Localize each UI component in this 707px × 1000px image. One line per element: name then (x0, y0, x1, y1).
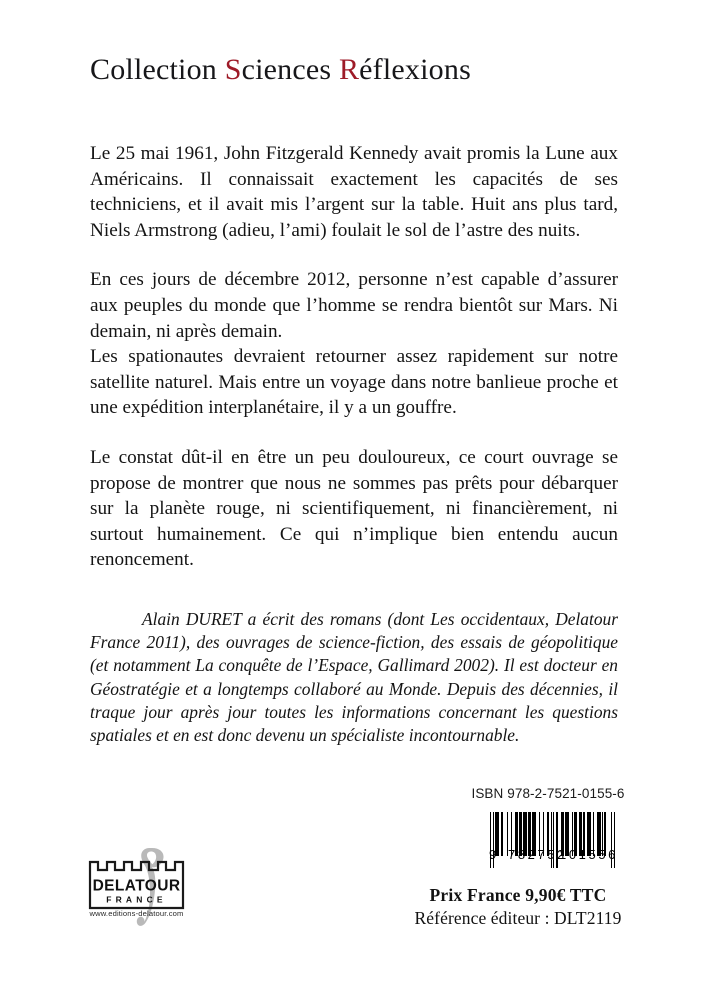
publisher-logo (82, 846, 204, 928)
publisher-reference: Référence éditeur : DLT2119 (414, 908, 622, 928)
logo-country: FRANCE (106, 894, 167, 905)
logo-website: www.editions-delatour.com (89, 909, 184, 918)
barcode-lead-digit: 9 (489, 847, 497, 862)
collection-title-prefix: Collection (90, 53, 225, 86)
collection-title-word1: ciences (241, 53, 339, 86)
isbn-zone (448, 786, 648, 801)
collection-title-accent-r: R (338, 53, 360, 86)
barcode-digits (489, 846, 618, 862)
blurb-paragraph-3: Le constat dût-il en être un peu douloureux, ce court ouvrage se propose de montrer que nous ne sommes pas prêts pour débarquer sur la planète rouge, ni scientifiquement, ni financièrement, ni surtout humainement. Ce qui n’implique bien entendu aucun renoncement. (90, 446, 618, 571)
price-block (348, 884, 688, 930)
author-bio-text: Alain DURET a écrit des romans (dont Les occidentaux, Delatour France 2011), des ouvrages de science-fiction, des essais de géopolitique (et notamment La conquête de l’Espace, Gallimard 2002). Il est docteur en Géostratégie et a longtemps collaboré au Monde. Depuis des décennies, il traque jour après jour toutes les informations concernant les questions spatiales et en est donc devenu un spécialiste incontournable. (90, 609, 618, 746)
blurb-paragraph-2b: Les spationautes devraient retourner assez rapidement sur notre satellite naturel. Mais entre un voyage dans notre banlieue proche et une expédition interplanétaire, il y a un gouffre. (90, 346, 618, 419)
blurb-text-block (90, 141, 618, 573)
isbn-label: ISBN 978-2-7521-0155-6 (471, 786, 625, 801)
barcode-left-group: 782752 (508, 847, 567, 862)
collection-title-accent-s: S (224, 53, 242, 86)
author-bio-block (90, 608, 618, 747)
blurb-paragraph-2a: En ces jours de décembre 2012, personne n’est capable d’assurer aux peuples du monde que l’homme se rendra bientôt sur Mars. Ni demain, ni après demain. (90, 269, 618, 342)
price-france: Prix France 9,90€ TTC (429, 885, 607, 905)
logo-publisher-name: DELATOUR (92, 877, 181, 895)
barcode-right-group: 101556 (559, 847, 618, 862)
collection-title (90, 51, 471, 89)
blurb-paragraph-1: Le 25 mai 1961, John Fitzgerald Kennedy avait promis la Lune aux Américains. Il connaissait exactement les capacités de ses techniciens, et il avait mis l’argent sur la table. Huit ans plus tard, Niels Armstrong (adieu, l’ami) foulait le sol de l’astre des nuits. (90, 143, 618, 241)
collection-title-word2: éflexions (359, 53, 471, 86)
